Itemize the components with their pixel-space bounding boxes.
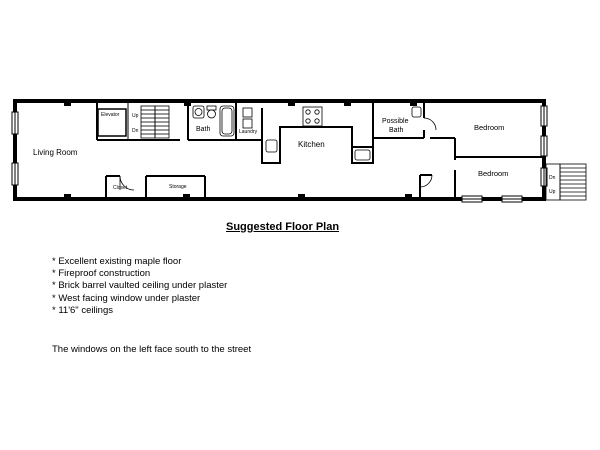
bath-sink-2 [412, 107, 421, 117]
feature-item: * West facing window under plaster [52, 293, 227, 305]
feature-list [52, 256, 227, 317]
toilet [207, 106, 216, 110]
label-stair-dn: Dn [549, 175, 556, 181]
label-closet: Closet [113, 185, 128, 191]
label-laundry: Laundry [239, 129, 258, 135]
fixtures [193, 106, 421, 160]
label-possible-bath: Bath [389, 127, 404, 134]
windows-note: The windows on the left face south to the street [52, 344, 252, 355]
label-possible: Possible [382, 118, 409, 125]
stairs [141, 106, 169, 138]
floor-plan [0, 0, 600, 215]
label-bedroom-2: Bedroom [478, 169, 509, 178]
label-dn: Dn [132, 128, 139, 134]
plan-heading: Suggested Floor Plan [226, 221, 340, 233]
room-labels [33, 112, 556, 195]
stove [303, 107, 322, 126]
label-elevator: Elevator [101, 112, 120, 118]
label-living-room: Living Room [33, 148, 78, 157]
feature-item: * 11'6" ceilings [52, 305, 227, 317]
label-bath: Bath [196, 126, 211, 133]
island-sink [355, 150, 370, 160]
label-storage: Storage [169, 184, 187, 190]
label-stair-up: Up [549, 189, 556, 195]
label-up: Up [132, 113, 139, 119]
kitchen-sink [266, 140, 277, 152]
feature-item: * Brick barrel vaulted ceiling under plaster [52, 280, 227, 292]
washer [243, 108, 252, 117]
dryer [243, 119, 252, 128]
label-bedroom-1: Bedroom [474, 123, 505, 132]
feature-item: * Excellent existing maple floor [52, 256, 227, 268]
feature-item: * Fireproof construction [52, 268, 227, 280]
label-kitchen: Kitchen [298, 140, 325, 149]
